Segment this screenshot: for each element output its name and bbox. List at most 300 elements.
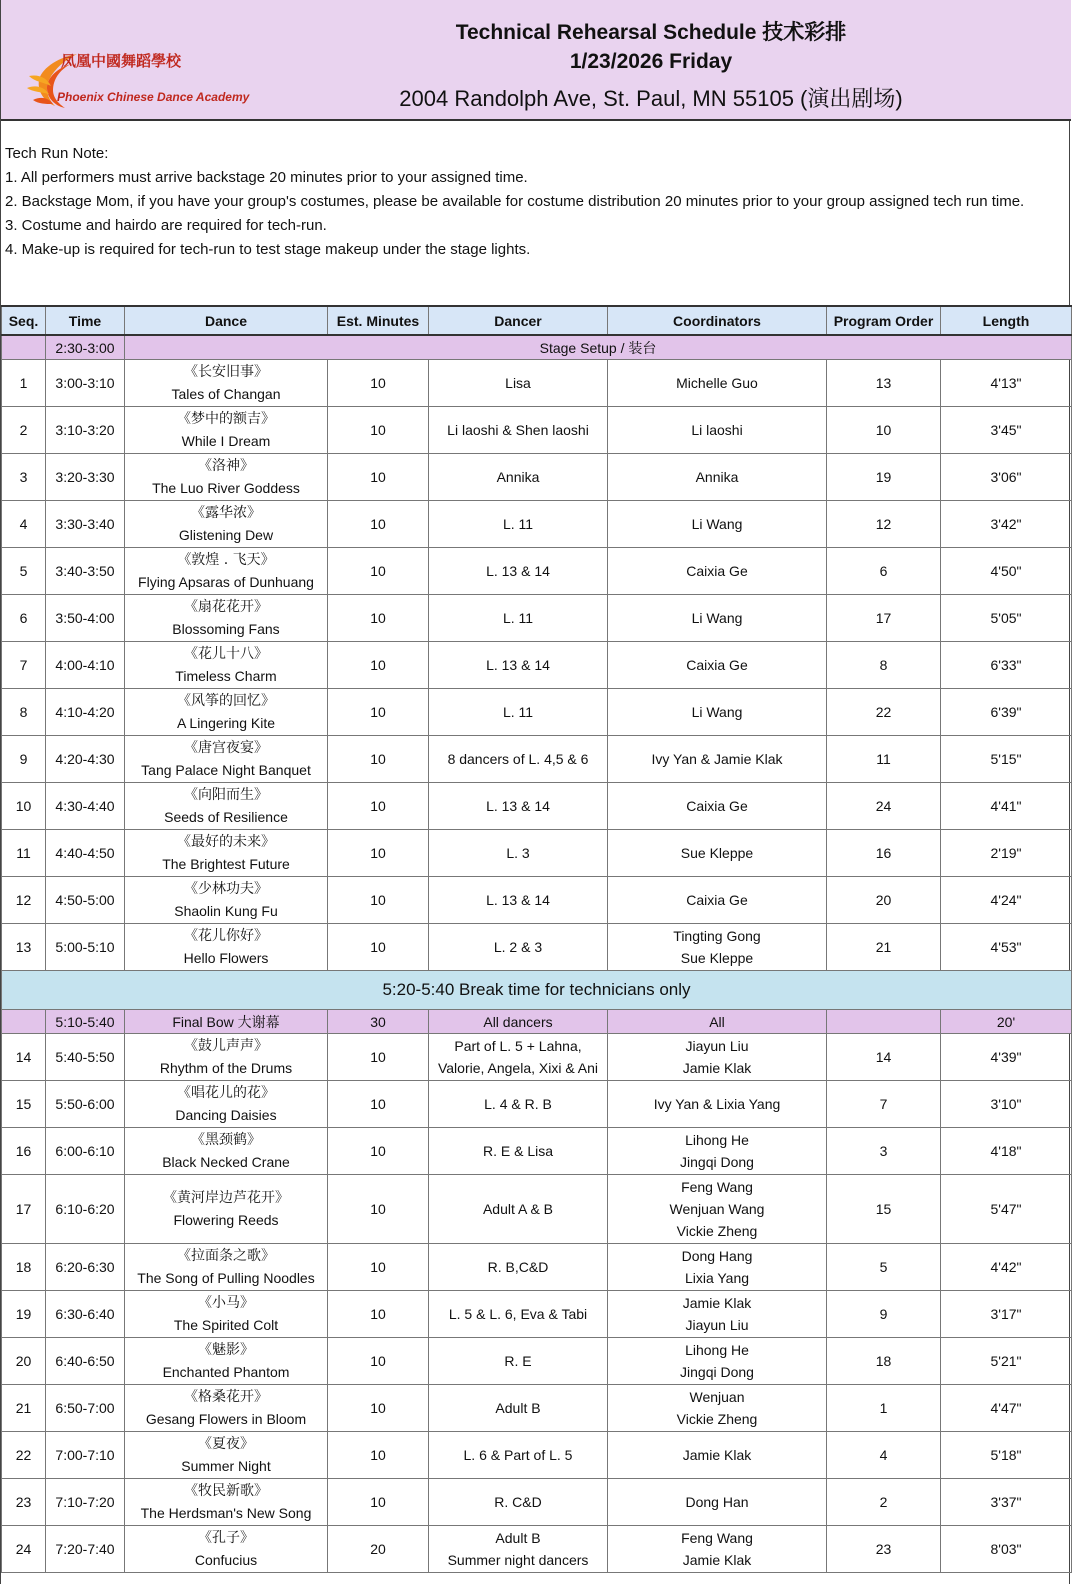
time-cell: 6:50-7:00 — [46, 1385, 125, 1432]
dancer-cell: All dancers — [429, 1010, 608, 1034]
coordinator-cell-line: Vickie Zheng — [676, 1411, 758, 1427]
dance-chinese-title: 《魅影》 — [198, 1342, 254, 1358]
time-cell: 6:10-6:20 — [46, 1175, 125, 1244]
dance-cell — [125, 924, 328, 971]
dance-chinese-title: 《格桑花开》 — [184, 1389, 268, 1405]
time-cell: 7:20-7:40 — [46, 1526, 125, 1573]
coordinator-cell-line: Sue Kleppe — [680, 950, 754, 966]
minutes-cell: 10 — [328, 1291, 429, 1338]
dancer-cell: Lisa — [429, 360, 608, 407]
dance-cell — [125, 830, 328, 877]
dance-chinese-title: 《梦中的额吉》 — [177, 411, 275, 427]
time-cell: 6:20-6:30 — [46, 1244, 125, 1291]
dance-english-title: Seeds of Resilience — [164, 809, 288, 825]
coordinator-cell-line: Caixia Ge — [686, 563, 748, 579]
dance-cell — [125, 454, 328, 501]
length-cell: 4'41" — [941, 783, 1072, 830]
seq-cell: 23 — [2, 1479, 46, 1526]
program-order-cell: 17 — [827, 595, 941, 642]
table-row — [2, 642, 1072, 689]
seq-cell: 17 — [2, 1175, 46, 1244]
coordinator-cell-line: Ivy Yan & Jamie Klak — [651, 751, 783, 767]
seq-cell: 6 — [2, 595, 46, 642]
length-cell: 3'06" — [941, 454, 1072, 501]
program-order-cell: 9 — [827, 1291, 941, 1338]
dance-cell — [125, 1385, 328, 1432]
table-row — [2, 595, 1072, 642]
coordinator-cell-line: Jamie Klak — [682, 1060, 752, 1076]
length-cell: 5'47" — [941, 1175, 1072, 1244]
minutes-cell: 10 — [328, 407, 429, 454]
dancer-cell-line: L. 6 & Part of L. 5 — [463, 1447, 573, 1463]
coordinator-cell — [608, 1081, 827, 1128]
dancer-cell — [429, 1175, 608, 1244]
coordinator-cell — [608, 736, 827, 783]
dance-english-title: While I Dream — [181, 433, 271, 449]
note-item: 3. Costume and hairdo are required for tech-run. — [5, 217, 327, 234]
dance-chinese-title: 《最好的未来》 — [177, 834, 275, 850]
coordinator-cell — [608, 1291, 827, 1338]
time-cell: 4:10-4:20 — [46, 689, 125, 736]
setup-seq — [2, 335, 46, 360]
seq-cell: 1 — [2, 360, 46, 407]
program-order-cell: 14 — [827, 1034, 941, 1081]
table-row — [2, 924, 1072, 971]
logo-chinese-text: 凤凰中國舞蹈學校 — [61, 52, 182, 70]
length-cell: 3'45" — [941, 407, 1072, 454]
coordinator-cell — [608, 783, 827, 830]
table-row — [2, 1338, 1072, 1385]
coordinator-cell-line: Sue Kleppe — [680, 845, 754, 861]
coordinator-cell — [608, 1432, 827, 1479]
dancer-cell: L. 11 — [429, 501, 608, 548]
seq-cell: 2 — [2, 407, 46, 454]
table-row — [2, 783, 1072, 830]
coordinator-cell — [608, 454, 827, 501]
dance-english-title: The Luo River Goddess — [152, 480, 300, 496]
coordinator-cell: All — [608, 1010, 827, 1034]
dance-cell — [125, 548, 328, 595]
dance-english-title: Dancing Daisies — [175, 1107, 277, 1123]
dance-cell — [125, 407, 328, 454]
coordinator-cell — [608, 877, 827, 924]
table-row — [2, 1432, 1072, 1479]
dancer-cell — [429, 1385, 608, 1432]
dance-english-title: Tang Palace Night Banquet — [141, 762, 311, 778]
table-row — [2, 1034, 1072, 1081]
seq-cell — [2, 1010, 46, 1034]
table-header-row — [2, 306, 1072, 335]
time-cell: 6:30-6:40 — [46, 1291, 125, 1338]
minutes-cell: 10 — [328, 1081, 429, 1128]
time-cell: 5:00-5:10 — [46, 924, 125, 971]
coordinator-cell — [608, 501, 827, 548]
seq-cell: 14 — [2, 1034, 46, 1081]
dance-cell — [125, 1081, 328, 1128]
coordinator-cell-line: Feng Wang — [681, 1179, 753, 1195]
dance-cell — [125, 1034, 328, 1081]
time-cell: 3:30-3:40 — [46, 501, 125, 548]
dance-english-title: The Herdsman's New Song — [140, 1505, 312, 1521]
col-program-order: Program Order — [827, 306, 941, 335]
minutes-cell: 10 — [328, 1479, 429, 1526]
table-row — [2, 548, 1072, 595]
seq-cell: 9 — [2, 736, 46, 783]
program-order-cell: 3 — [827, 1128, 941, 1175]
seq-cell: 19 — [2, 1291, 46, 1338]
dancer-cell — [429, 1526, 608, 1573]
time-cell: 6:00-6:10 — [46, 1128, 125, 1175]
program-order-cell — [827, 1010, 941, 1034]
dancer-cell-line: Adult B — [495, 1530, 541, 1546]
minutes-cell: 10 — [328, 454, 429, 501]
dance-chinese-title: 《拉面条之歌》 — [177, 1248, 275, 1264]
program-order-cell: 18 — [827, 1338, 941, 1385]
dance-english-title: Confucius — [194, 1552, 258, 1568]
minutes-cell: 10 — [328, 501, 429, 548]
time-cell: 3:10-3:20 — [46, 407, 125, 454]
time-cell: 7:10-7:20 — [46, 1479, 125, 1526]
program-order-cell: 19 — [827, 454, 941, 501]
coordinator-cell — [608, 595, 827, 642]
program-order-cell: 12 — [827, 501, 941, 548]
col-coordinators: Coordinators — [608, 306, 827, 335]
dancer-cell-line: Summer night dancers — [447, 1552, 589, 1568]
length-cell: 4'39" — [941, 1034, 1072, 1081]
time-cell: 4:30-4:40 — [46, 783, 125, 830]
dance-english-title: Timeless Charm — [175, 668, 277, 684]
table-row — [2, 501, 1072, 548]
dancer-cell — [429, 1432, 608, 1479]
program-order-cell: 13 — [827, 360, 941, 407]
table-row — [2, 689, 1072, 736]
dance-cell — [125, 783, 328, 830]
dance-english-title: Gesang Flowers in Bloom — [145, 1411, 307, 1427]
dance-cell — [125, 1526, 328, 1573]
length-cell: 20' — [941, 1010, 1072, 1034]
coordinator-cell — [608, 1479, 827, 1526]
table-row — [2, 1526, 1072, 1573]
break-row — [2, 971, 1072, 1010]
dance-chinese-title: 《牧民新歌》 — [184, 1483, 268, 1499]
minutes-cell: 10 — [328, 736, 429, 783]
coordinator-cell-line: Jamie Klak — [682, 1295, 752, 1311]
tech-run-notes — [5, 142, 1067, 262]
coordinator-cell-line: Annika — [695, 469, 739, 485]
col-dance: Dance — [125, 306, 328, 335]
table-row — [2, 1385, 1072, 1432]
coordinator-cell — [608, 548, 827, 595]
coordinator-cell — [608, 360, 827, 407]
dance-english-title: Enchanted Phantom — [162, 1364, 290, 1380]
dance-cell — [125, 360, 328, 407]
length-cell: 5'05" — [941, 595, 1072, 642]
dancer-cell: L. 13 & 14 — [429, 877, 608, 924]
minutes-cell: 20 — [328, 1526, 429, 1573]
coordinator-cell-line: Lixia Yang — [684, 1270, 750, 1286]
dance-english-title: Blossoming Fans — [172, 621, 280, 637]
dancer-cell: Li laoshi & Shen laoshi — [429, 407, 608, 454]
table-row — [2, 1479, 1072, 1526]
length-cell: 3'10" — [941, 1081, 1072, 1128]
seq-cell: 3 — [2, 454, 46, 501]
dancer-cell: L. 13 & 14 — [429, 783, 608, 830]
coordinator-cell — [608, 1034, 827, 1081]
coordinator-cell-line: Li Wang — [691, 516, 743, 532]
coordinator-cell-line: Michelle Guo — [676, 375, 758, 391]
dancer-cell: L. 11 — [429, 595, 608, 642]
dance-cell — [125, 689, 328, 736]
coordinator-cell — [608, 1385, 827, 1432]
coordinator-cell-line: Dong Han — [685, 1494, 749, 1510]
venue-address: 2004 Randolph Ave, St. Paul, MN 55105 (演出剧场) — [399, 86, 903, 111]
coordinator-cell-line: Caixia Ge — [686, 892, 748, 908]
dance-cell — [125, 642, 328, 689]
seq-cell: 7 — [2, 642, 46, 689]
dance-english-title: Summer Night — [181, 1458, 271, 1474]
dancer-cell: L. 3 — [429, 830, 608, 877]
program-order-cell: 5 — [827, 1244, 941, 1291]
program-order-cell: 22 — [827, 689, 941, 736]
dance-chinese-title: 《花儿十八》 — [184, 646, 268, 662]
col-length: Length — [941, 306, 1072, 335]
dance-chinese-title: 《向阳而生》 — [184, 787, 268, 803]
dance-chinese-title: 《风筝的回忆》 — [177, 693, 275, 709]
length-cell: 6'39" — [941, 689, 1072, 736]
length-cell: 4'18" — [941, 1128, 1072, 1175]
setup-label: Stage Setup / 装台 — [125, 335, 1072, 360]
coordinator-cell — [608, 1338, 827, 1385]
coordinator-cell — [608, 642, 827, 689]
length-cell: 4'13" — [941, 360, 1072, 407]
seq-cell: 18 — [2, 1244, 46, 1291]
program-order-cell: 6 — [827, 548, 941, 595]
dance-chinese-title: 《花儿你好》 — [184, 928, 268, 944]
seq-cell: 8 — [2, 689, 46, 736]
dance-chinese-title: 《夏夜》 — [198, 1436, 254, 1452]
stage-setup-row — [2, 335, 1072, 360]
table-row — [2, 1128, 1072, 1175]
note-item: 2. Backstage Mom, if you have your group's costumes, please be available for costume distribution 20 minutes prior to your group assigned tech run time. — [5, 193, 1025, 210]
minutes-cell: 10 — [328, 924, 429, 971]
minutes-cell: 10 — [328, 830, 429, 877]
length-cell: 4'42" — [941, 1244, 1072, 1291]
time-cell: 3:40-3:50 — [46, 548, 125, 595]
seq-cell: 24 — [2, 1526, 46, 1573]
dance-chinese-title: 《黄河岸边芦花开》 — [163, 1190, 289, 1206]
dancer-cell: Annika — [429, 454, 608, 501]
dance-cell — [125, 736, 328, 783]
time-cell: 5:40-5:50 — [46, 1034, 125, 1081]
time-cell: 4:20-4:30 — [46, 736, 125, 783]
dance-chinese-title: 《敦煌 . 飞天》 — [177, 552, 275, 568]
event-date: 1/23/2026 Friday — [569, 50, 733, 73]
dance-cell — [125, 1338, 328, 1385]
coordinator-cell-line: Jamie Klak — [682, 1552, 752, 1568]
coordinator-cell-line: Lihong He — [685, 1132, 749, 1148]
table-row — [2, 830, 1072, 877]
dancer-cell: L. 13 & 14 — [429, 548, 608, 595]
minutes-cell: 10 — [328, 1432, 429, 1479]
coordinator-cell-line: Lihong He — [685, 1342, 749, 1358]
dancer-cell — [429, 1034, 608, 1081]
coordinator-cell-line: Wenjuan Wang — [669, 1201, 765, 1217]
program-order-cell: 1 — [827, 1385, 941, 1432]
coordinator-cell-line: Jiayun Liu — [685, 1317, 749, 1333]
length-cell: 5'15" — [941, 736, 1072, 783]
coordinator-cell-line: Wenjuan — [689, 1389, 745, 1405]
minutes-cell: 10 — [328, 1385, 429, 1432]
length-cell: 5'21" — [941, 1338, 1072, 1385]
dancer-cell — [429, 1128, 608, 1175]
coordinator-cell-line: Li laoshi — [691, 422, 743, 438]
minutes-cell: 10 — [328, 1244, 429, 1291]
dancer-cell-line: L. 5 & L. 6, Eva & Tabi — [448, 1306, 588, 1322]
dancer-cell-line: Part of L. 5 + Lahna, — [454, 1038, 582, 1054]
col-seq: Seq. — [2, 306, 46, 335]
program-order-cell: 10 — [827, 407, 941, 454]
seq-cell: 4 — [2, 501, 46, 548]
dance-chinese-title: 《唐宫夜宴》 — [184, 740, 268, 756]
dancer-cell-line: Adult B — [495, 1400, 541, 1416]
dance-english-title: Tales of Changan — [171, 386, 281, 402]
length-cell: 4'53" — [941, 924, 1072, 971]
coordinator-cell-line: Li Wang — [691, 610, 743, 626]
length-cell: 5'18" — [941, 1432, 1072, 1479]
dancer-cell-line: Adult A & B — [482, 1201, 554, 1217]
coordinator-cell — [608, 830, 827, 877]
table-row — [2, 1081, 1072, 1128]
minutes-cell: 10 — [328, 689, 429, 736]
seq-cell: 22 — [2, 1432, 46, 1479]
seq-cell: 12 — [2, 877, 46, 924]
dance-cell — [125, 595, 328, 642]
time-cell: 6:40-6:50 — [46, 1338, 125, 1385]
dance-cell — [125, 877, 328, 924]
coordinator-cell — [608, 689, 827, 736]
coordinator-cell-line: Jiayun Liu — [685, 1038, 749, 1054]
dance-english-title: Flowering Reeds — [173, 1212, 279, 1228]
dance-chinese-title: 《长安旧事》 — [184, 364, 268, 380]
program-order-cell: 7 — [827, 1081, 941, 1128]
seq-cell: 5 — [2, 548, 46, 595]
minutes-cell: 10 — [328, 1338, 429, 1385]
dance-chinese-title: 《唱花儿的花》 — [177, 1085, 275, 1101]
dance-english-title: Rhythm of the Drums — [159, 1060, 293, 1076]
time-cell: 7:00-7:10 — [46, 1432, 125, 1479]
dancer-cell — [429, 1338, 608, 1385]
setup-time: 2:30-3:00 — [46, 335, 125, 360]
coordinator-cell-line: Dong Hang — [681, 1248, 753, 1264]
dancer-cell — [429, 1244, 608, 1291]
program-order-cell: 4 — [827, 1432, 941, 1479]
program-order-cell: 8 — [827, 642, 941, 689]
seq-cell: 15 — [2, 1081, 46, 1128]
time-cell: 4:40-4:50 — [46, 830, 125, 877]
coordinator-cell-line: Jamie Klak — [682, 1447, 752, 1463]
length-cell: 4'24" — [941, 877, 1072, 924]
notes-heading: Tech Run Note: — [5, 145, 109, 162]
dancer-cell: L. 11 — [429, 689, 608, 736]
coordinator-cell-line: Tingting Gong — [673, 928, 761, 944]
table-body — [2, 335, 1072, 1573]
table-row — [2, 407, 1072, 454]
coordinator-cell — [608, 407, 827, 454]
dance-cell — [125, 1175, 328, 1244]
table-row — [2, 360, 1072, 407]
seq-cell: 13 — [2, 924, 46, 971]
coordinator-cell-line: Jingqi Dong — [680, 1364, 754, 1380]
program-order-cell: 21 — [827, 924, 941, 971]
coordinator-cell — [608, 1526, 827, 1573]
dance-english-title: Shaolin Kung Fu — [174, 903, 278, 919]
col-dancer: Dancer — [429, 306, 608, 335]
coordinator-cell-line: Jingqi Dong — [680, 1154, 754, 1170]
dancer-cell-line: R. C&D — [494, 1494, 542, 1510]
dance-cell — [125, 1128, 328, 1175]
final-bow-row — [2, 1010, 1072, 1034]
length-cell: 3'42" — [941, 501, 1072, 548]
program-order-cell: 20 — [827, 877, 941, 924]
dance-english-title: A Lingering Kite — [176, 715, 276, 731]
minutes-cell: 10 — [328, 877, 429, 924]
dancer-cell — [429, 1479, 608, 1526]
dance-english-title: Glistening Dew — [178, 527, 274, 543]
dancer-cell: L. 13 & 14 — [429, 642, 608, 689]
time-cell: 5:50-6:00 — [46, 1081, 125, 1128]
logo-english-text: Phoenix Chinese Dance Academy — [57, 90, 250, 104]
minutes-cell: 10 — [328, 1175, 429, 1244]
length-cell: 4'50" — [941, 548, 1072, 595]
dance-english-title: Black Necked Crane — [162, 1154, 290, 1170]
coordinator-cell-line: Caixia Ge — [686, 657, 748, 673]
dancer-cell: 8 dancers of L. 4,5 & 6 — [429, 736, 608, 783]
dancer-cell-line: R. E — [504, 1353, 532, 1369]
header-banner — [1, 0, 1071, 121]
dance-chinese-title: 《孔子》 — [198, 1530, 254, 1546]
length-cell: 3'37" — [941, 1479, 1072, 1526]
dance-chinese-title: 《鼓儿声声》 — [184, 1038, 268, 1054]
seq-cell: 11 — [2, 830, 46, 877]
coordinator-cell-line: Caixia Ge — [686, 798, 748, 814]
dance-cell — [125, 1479, 328, 1526]
time-cell: 3:00-3:10 — [46, 360, 125, 407]
schedule-table — [1, 305, 1072, 1573]
page-title: Technical Rehearsal Schedule 技术彩排 — [455, 21, 847, 44]
length-cell: 3'17" — [941, 1291, 1072, 1338]
dance-chinese-title: 《少林功夫》 — [184, 881, 268, 897]
seq-cell: 21 — [2, 1385, 46, 1432]
dance-cell: Final Bow 大谢幕 — [125, 1010, 328, 1034]
minutes-cell: 10 — [328, 595, 429, 642]
dancer-cell-line: R. E & Lisa — [482, 1143, 554, 1159]
minutes-cell: 10 — [328, 1128, 429, 1175]
dancer-cell-line: R. B,C&D — [487, 1259, 549, 1275]
coordinator-cell-line: Li Wang — [691, 704, 743, 720]
minutes-cell: 10 — [328, 783, 429, 830]
coordinator-cell — [608, 1175, 827, 1244]
time-cell: 3:50-4:00 — [46, 595, 125, 642]
dancer-cell-line: Valorie, Angela, Xixi & Ani — [437, 1060, 599, 1076]
coordinator-cell — [608, 1244, 827, 1291]
table-row — [2, 1291, 1072, 1338]
table-row — [2, 877, 1072, 924]
note-item: 4. Make-up is required for tech-run to test stage makeup under the stage lights. — [5, 241, 531, 258]
coordinator-cell-line: Vickie Zheng — [676, 1223, 758, 1239]
time-cell: 5:10-5:40 — [46, 1010, 125, 1034]
dance-chinese-title: 《小马》 — [198, 1295, 254, 1311]
dance-english-title: The Brightest Future — [162, 856, 290, 872]
